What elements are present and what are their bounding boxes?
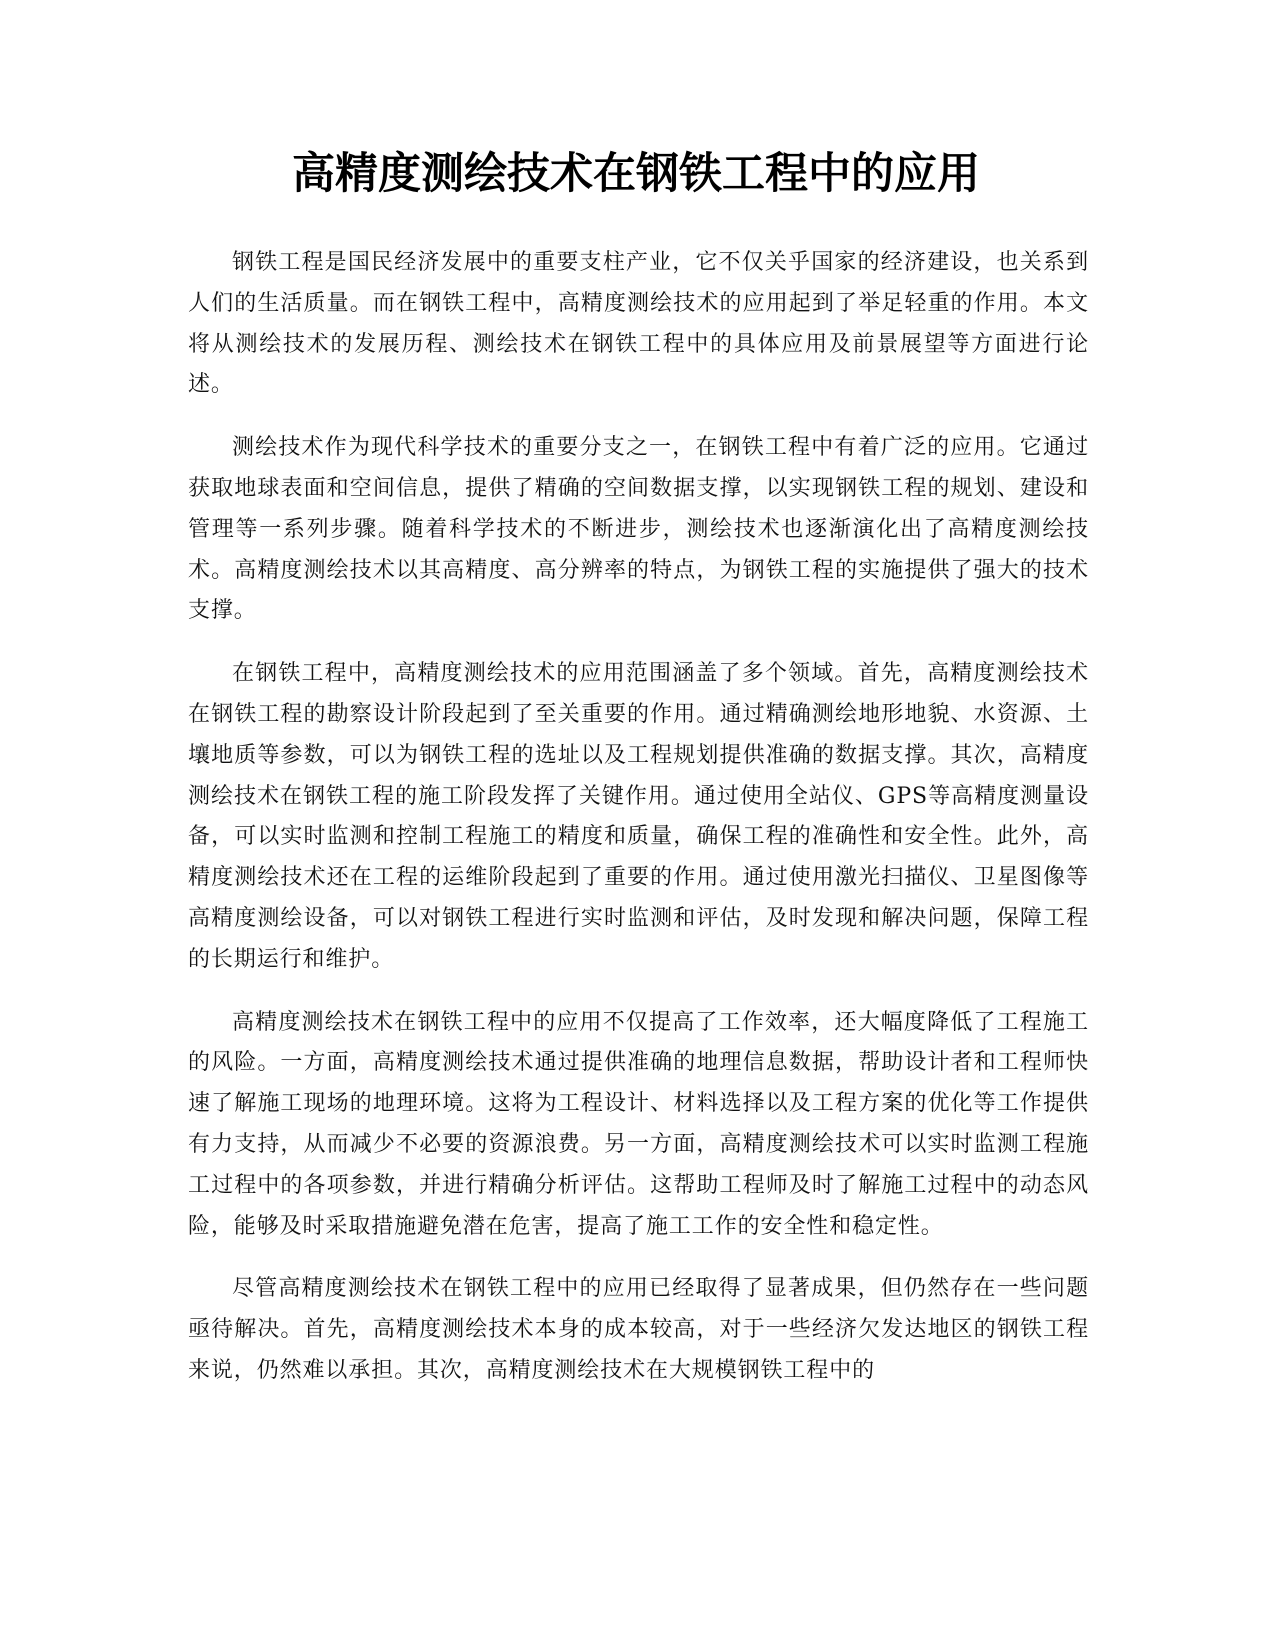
paragraph: 高精度测绘技术在钢铁工程中的应用不仅提高了工作效率，还大幅度降低了工程施工的风险。一方面，高精度测绘技术通过提供准确的地理信息数据，帮助设计者和工程师快速了解施工现场的地理环境。这将为工程设计、材料选择以及工程方案的优化等工作提供有力支持，从而减少不必要的资源浪费。另一方面，高精度测绘技术可以实时监测工程施工过程中的各项参数，并进行精确分析评估。这帮助工程师及时了解施工过程中的动态风险，能够及时采取措施避免潜在危害，提高了施工工作的安全性和稳定性。	[188, 1009, 1089, 1239]
paragraph: 钢铁工程是国民经济发展中的重要支柱产业，它不仅关乎国家的经济建设，也关系到人们的生活质量。而在钢铁工程中，高精度测绘技术的应用起到了举足轻重的作用。本文将从测绘技术的发展历程、测绘技术在钢铁工程中的具体应用及前景展望等方面进行论述。	[188, 250, 1089, 398]
paragraph: 尽管高精度测绘技术在钢铁工程中的应用已经取得了显著成果，但仍然存在一些问题亟待解决。首先，高精度测绘技术本身的成本较高，对于一些经济欠发达地区的钢铁工程来说，仍然难以承担。其次，高精度测绘技术在大规模钢铁工程中的	[188, 1276, 1089, 1383]
paragraph: 在钢铁工程中，高精度测绘技术的应用范围涵盖了多个领域。首先，高精度测绘技术在钢铁工程的勘察设计阶段起到了至关重要的作用。通过精确测绘地形地貌、水资源、土壤地质等参数，可以为钢铁工程的选址以及工程规划提供准确的数据支撑。其次，高精度测绘技术在钢铁工程的施工阶段发挥了关键作用。通过使用全站仪、GPS等高精度测量设备，可以实时监测和控制工程施工的精度和质量，确保工程的准确性和安全性。此外，高精度测绘技术还在工程的运维阶段起到了重要的作用。通过使用激光扫描仪、卫星图像等高精度测绘设备，可以对钢铁工程进行实时监测和评估，及时发现和解决问题，保障工程的长期运行和维护。	[188, 661, 1089, 972]
paragraph: 测绘技术作为现代科学技术的重要分支之一，在钢铁工程中有着广泛的应用。它通过获取地球表面和空间信息，提供了精确的空间数据支撑，以实现钢铁工程的规划、建设和管理等一系列步骤。随着科学技术的不断进步，测绘技术也逐渐演化出了高精度测绘技术。高精度测绘技术以其高精度、高分辨率的特点，为钢铁工程的实施提供了强大的技术支撑。	[188, 435, 1089, 624]
document-title: 高精度测绘技术在钢铁工程中的应用	[292, 149, 980, 199]
document-body	[188, 243, 1089, 1414]
